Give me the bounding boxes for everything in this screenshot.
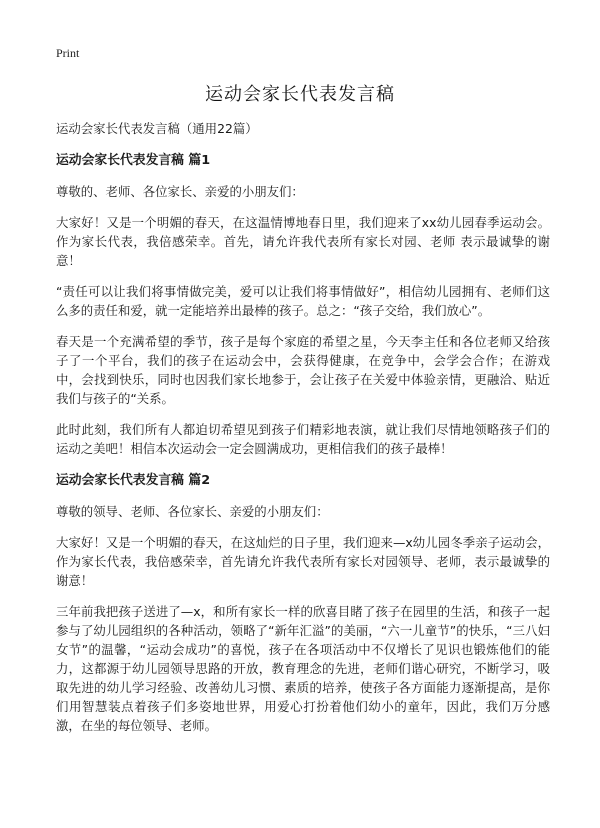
section-heading-1: 运动会家长代表发言稿 篇1 — [56, 153, 211, 168]
paragraph: 大家好！又是一个明媚的春天，在这温情博地春日里，我们迎来了xx幼儿园春季运动会。作为家长代表，我倍感荣幸。首先，请允许我代表所有家长对园、老师 表示最诚挚的谢意！ — [56, 215, 550, 268]
paragraph: 此时此刻，我们所有人都迫切希望见到孩子们精彩地表演，就让我们尽情地领略孩子们的运动之美吧！相信本次运动会一定会圆满成功，更相信我们的孩子最棒！ — [56, 422, 550, 456]
paragraph: “责任可以让我们将事情做完美，爱可以让我们将事情做好”，相信幼儿园拥有、老师们这么多的责任和爱，就一定能培养出最棒的孩子。总之：“孩子交给，我们放心”。 — [56, 284, 550, 318]
paragraph: 春天是一个充满希望的季节，孩子是每个家庭的希望之星，今天李主任和各位老师又给孩子了一个平台，我们的孩子在运动会中，会获得健康，在竞争中，会学会合作；在游戏中，会找到快乐，同时也因我们家长地参于，会让孩子在关爱中体验亲情，更融洽、贴近我们与孩子的“关系。 — [56, 334, 550, 406]
section-heading-2: 运动会家长代表发言稿 篇2 — [56, 473, 211, 488]
document-title: 运动会家长代表发言稿 — [205, 84, 395, 105]
document-subtitle: 运动会家长代表发言稿（通用22篇） — [56, 121, 258, 136]
print-label: Print — [56, 46, 80, 60]
paragraph: 尊敬的领导、老师、各位家长、亲爱的小朋友们： — [56, 504, 329, 519]
paragraph: 大家好！又是一个明媚的春天，在这灿烂的日子里，我们迎来—x幼儿园冬季亲子运动会，作为家长代表，我倍感荣幸，首先请允许我代表所有家长对园领导、老师，表示最诚挚的谢意！ — [56, 535, 550, 588]
document-body — [56, 120, 550, 747]
paragraph: 三年前我把孩子送进了—x，和所有家长一样的欣喜目睹了孩子在园里的生活，和孩子一起参与了幼儿园组织的各种活动，领略了“新年汇溢”的美丽，“六一儿童节”的快乐，“三八妇女节”的温馨，“运动会成功”的喜悦，孩子在各项活动中不仅增长了见识也锻炼他们的能力，这都源于幼儿园领导思路的开放，教育理念的先进，老师们谐心研究，不断学习，吸取先进的幼儿学习经验、改善幼儿习惯、素质的培养，使孩子各方面能力逐渐提高，是你们用智慧装点着孩子们多姿地世界，用爱心打扮着他们幼小的童年，因此，我们万分感激，在坐的每位领导、老师。 — [56, 604, 550, 733]
paragraph: 尊敬的、老师、各位家长、亲爱的小朋友们： — [56, 184, 304, 199]
